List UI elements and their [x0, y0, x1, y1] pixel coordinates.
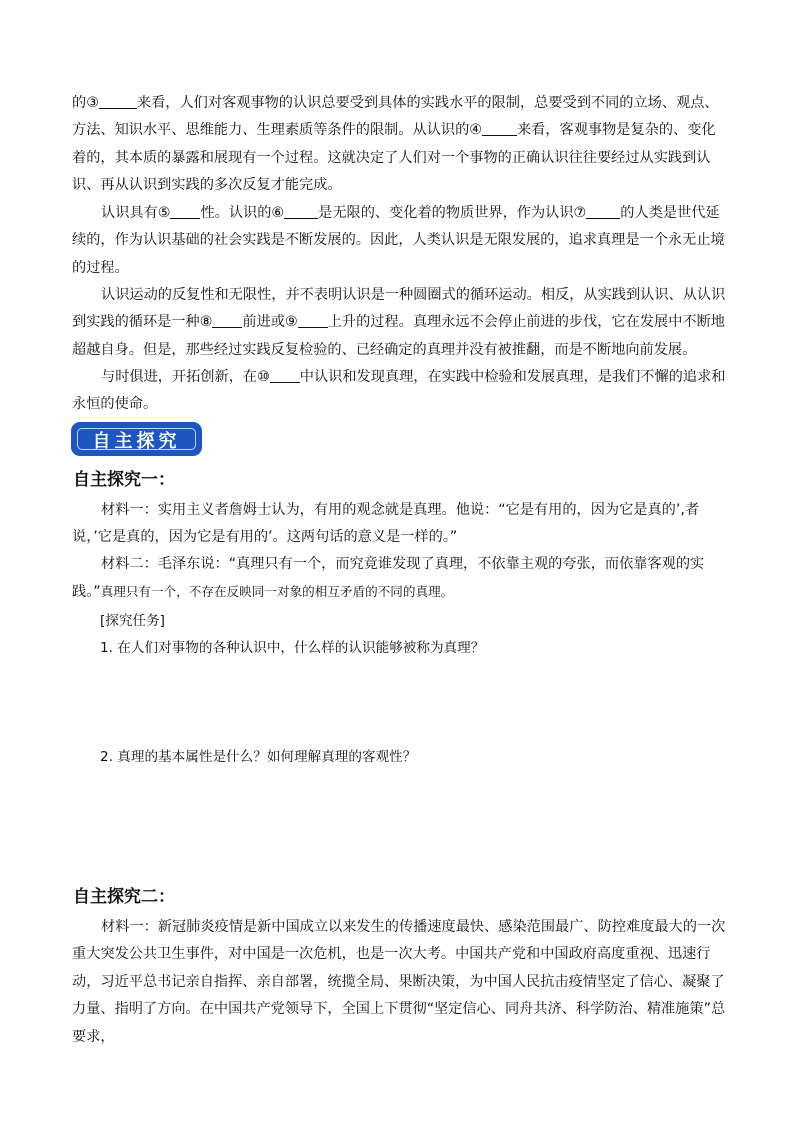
section-1-material-2: 材料二：毛泽东说：“真理只有一个，而究竟谁发现了真理，不依靠主观的夸张，而依靠客观的实践。”真理只有一个，不存在反映同一对象的相互矛盾的不同的真理。 — [72, 556, 705, 601]
section-2-material-1: 材料一：新冠肺炎疫情是新中国成立以来发生的传播速度最快、感染范围最广、防控难度最大的一次重大突发公共卫生事件，对中国是一次危机，也是一次大考。中国共产党和中国政府高度重视、迅速行动，习近平总书记亲自指挥、亲自部署，统揽全局、果断决策，为中国人民抗击疫情坚定了信心、凝聚了力量、指明了方向。在中国共产党领导下，全国上下贯彻“坚定信心、同舟共济、科学防治、精准施策”总要求， — [72, 919, 726, 1045]
paragraph-infinity: 认识具有⑤ 性。认识的⑥ 是无限的、变化着的物质世界，作为认识⑦ 的人类是世代延续的，作为认识基础的社会实践是不断发展的。因此，人类认识是无限发展的，追求真理是一个永无止境的过程。 — [72, 200, 726, 282]
fill-blank-4[interactable] — [482, 119, 517, 136]
task-label: [探究任务] — [100, 613, 165, 629]
section-2-title: 自主探究二： — [73, 887, 175, 907]
paragraph-repetition: 的③ 来看，人们对客观事物的认识总要受到具体的实践水平的限制，总要受到不同的立场、观点、方法、知识水平、思维能力、生理素质等条件的限制。从认识的④ 来看，客观事物是复杂的、变化着的，其本质的暴露和展现有一个过程。这就决定了人们对一个事物的正确认识往往要经过从实践到认识、再从认识到实践的多次反复才能完成。 — [72, 90, 726, 200]
question-1: 1. 在人们对事物的各种认识中，什么样的认识能够被称为真理？ — [100, 640, 485, 656]
paragraph-spiral: 认识运动的反复性和无限性，并不表明认识是一种圆圈式的循环运动。相反，从实践到认识、从认识到实践的循环是一种⑧ 前进或⑨ 上升的过程。真理永远不会停止前进的步伐，它在发展中不断地超越自身。但是，那些经过实践反复检验的、已经确定的真理并没有被推翻，而是不断地向前发展。 — [72, 287, 726, 358]
section-1-title: 自主探究一： — [73, 470, 175, 490]
question-2: 2. 真理的基本属性是什么？如何理解真理的客观性？ — [100, 749, 417, 765]
fill-blank-6[interactable] — [284, 202, 318, 219]
fill-blank-10[interactable] — [270, 366, 300, 383]
badge-label: 自主探究 — [92, 431, 181, 452]
fill-blank-5[interactable] — [170, 202, 200, 219]
fill-blank-7[interactable] — [586, 202, 620, 219]
section-1-material-1: 材料一：实用主义者詹姆士认为，有用的观念就是真理。他说：“它是有用的，因为它是真的’,者说，’它是真的，因为它是有用的’。这两句话的意义是一样的。” — [72, 502, 700, 546]
fill-blank-8[interactable] — [212, 311, 242, 328]
paragraph-innovation: 与时俱进，开拓创新，在⑩ 中认识和发现真理，在实践中检验和发展真理，是我们不懈的追求和永恒的使命。 — [72, 364, 726, 419]
section-badge — [73, 424, 200, 454]
fill-blank-9[interactable] — [298, 311, 328, 328]
fill-blank-3[interactable] — [99, 92, 137, 109]
